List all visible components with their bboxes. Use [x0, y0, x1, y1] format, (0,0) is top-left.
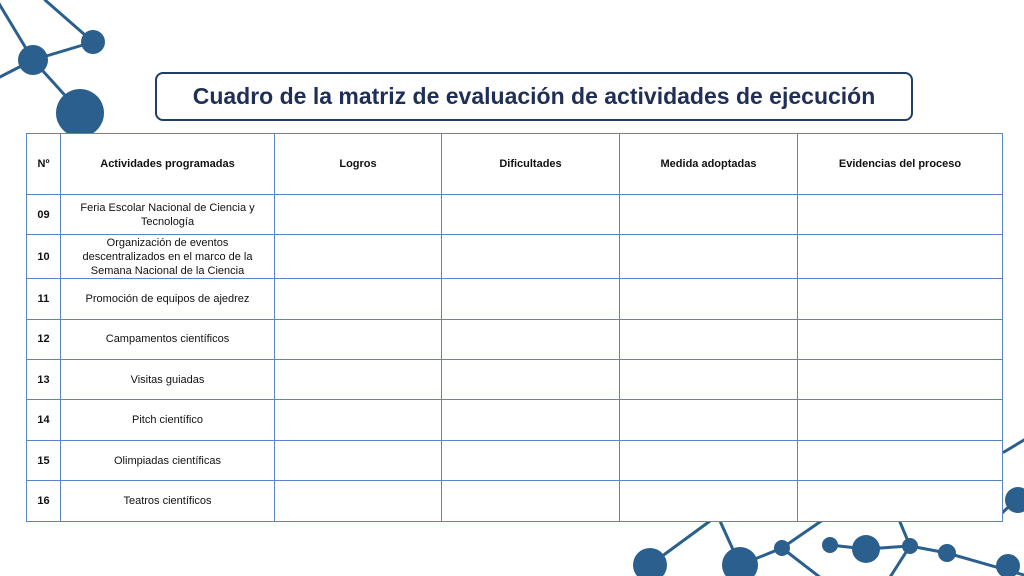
- network-line: [782, 548, 830, 576]
- measures-cell: [620, 440, 798, 480]
- difficulties-cell: [442, 319, 620, 359]
- table-row: [27, 235, 1003, 279]
- difficulties-column-header: Dificultades: [442, 134, 620, 195]
- measures-cell: [620, 279, 798, 319]
- evidence-cell: [798, 359, 1003, 399]
- network-node: [902, 538, 918, 554]
- achievements-cell: [275, 279, 442, 319]
- network-node: [1005, 487, 1024, 513]
- evidence-cell: [798, 440, 1003, 480]
- achievements-cell: [275, 400, 442, 440]
- activity-cell: Teatros científicos: [61, 481, 275, 522]
- network-line: [740, 548, 782, 565]
- table-row: [27, 279, 1003, 319]
- network-node: [56, 89, 104, 137]
- difficulties-cell: [442, 279, 620, 319]
- network-line: [947, 553, 1024, 575]
- network-node: [938, 544, 956, 562]
- difficulties-cell: [442, 195, 620, 235]
- measures-cell: [620, 319, 798, 359]
- achievements-cell: [275, 359, 442, 399]
- table-row: [27, 440, 1003, 480]
- activity-cell: Campamentos científicos: [61, 319, 275, 359]
- number-column-header: Nº: [27, 134, 61, 195]
- row-number: 12: [27, 319, 61, 359]
- network-node: [822, 537, 838, 553]
- evidence-cell: [798, 319, 1003, 359]
- row-number: 16: [27, 481, 61, 522]
- evaluation-matrix: [26, 133, 1002, 522]
- table-row: [27, 359, 1003, 399]
- achievements-cell: [275, 481, 442, 522]
- title-box: [155, 72, 913, 121]
- network-node: [996, 554, 1020, 576]
- activity-column-header: Actividades programadas: [61, 134, 275, 195]
- difficulties-cell: [442, 400, 620, 440]
- evidence-cell: [798, 195, 1003, 235]
- measures-cell: [620, 235, 798, 279]
- row-number: 14: [27, 400, 61, 440]
- network-line: [910, 546, 947, 553]
- activity-cell: Pitch científico: [61, 400, 275, 440]
- network-node: [774, 540, 790, 556]
- network-line: [45, 0, 93, 42]
- row-number: 15: [27, 440, 61, 480]
- network-node: [81, 30, 105, 54]
- activity-cell: Promoción de equipos de ajedrez: [61, 279, 275, 319]
- evidence-cell: [798, 481, 1003, 522]
- activity-table: [26, 133, 1003, 522]
- evidence-cell: [798, 279, 1003, 319]
- row-number: 09: [27, 195, 61, 235]
- table-header-row: [27, 134, 1003, 195]
- activity-cell: Organización de eventos descentralizados en el marco de la Semana Nacional de la Ciencia: [61, 235, 275, 279]
- achievements-cell: [275, 235, 442, 279]
- network-node: [852, 535, 880, 563]
- page-title: Cuadro de la matriz de evaluación de actividades de ejecución: [192, 83, 876, 109]
- achievements-cell: [275, 440, 442, 480]
- network-node: [18, 45, 48, 75]
- network-line: [33, 42, 93, 60]
- row-number: 13: [27, 359, 61, 399]
- network-line: [830, 545, 866, 549]
- network-line: [866, 546, 910, 549]
- measures-cell: [620, 195, 798, 235]
- achievements-column-header: Logros: [275, 134, 442, 195]
- network-line: [1004, 440, 1024, 452]
- measures-cell: [620, 481, 798, 522]
- activity-cell: Feria Escolar Nacional de Ciencia y Tecnología: [61, 195, 275, 235]
- achievements-cell: [275, 195, 442, 235]
- evidence-cell: [798, 235, 1003, 279]
- difficulties-cell: [442, 440, 620, 480]
- difficulties-cell: [442, 481, 620, 522]
- table-row: [27, 195, 1003, 235]
- table-row: [27, 481, 1003, 522]
- network-node: [722, 547, 758, 576]
- network-node: [633, 548, 667, 576]
- network-line: [0, 0, 33, 60]
- measures-cell: [620, 400, 798, 440]
- table-row: [27, 319, 1003, 359]
- network-line: [1000, 492, 1024, 515]
- network-line: [0, 60, 33, 82]
- row-number: 11: [27, 279, 61, 319]
- evidence-column-header: Evidencias del proceso: [798, 134, 1003, 195]
- measures-column-header: Medida adoptadas: [620, 134, 798, 195]
- achievements-cell: [275, 319, 442, 359]
- difficulties-cell: [442, 235, 620, 279]
- activity-cell: Visitas guiadas: [61, 359, 275, 399]
- network-line: [33, 60, 80, 112]
- table-row: [27, 400, 1003, 440]
- measures-cell: [620, 359, 798, 399]
- evidence-cell: [798, 400, 1003, 440]
- difficulties-cell: [442, 359, 620, 399]
- activity-cell: Olimpiadas científicas: [61, 440, 275, 480]
- row-number: 10: [27, 235, 61, 279]
- network-line: [885, 546, 910, 576]
